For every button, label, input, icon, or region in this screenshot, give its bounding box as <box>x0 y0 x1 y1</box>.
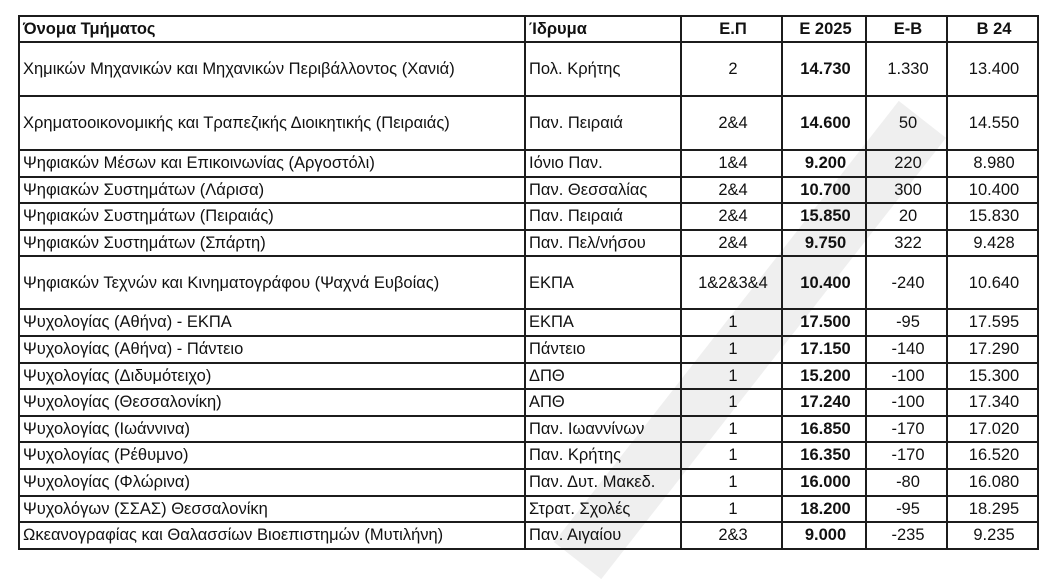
cell-department-name: Ψυχολογίας (Αθήνα) - Πάντειο <box>19 336 525 363</box>
cell-e2025: 16.000 <box>782 469 866 496</box>
cell-institution: Παν. Πειραιά <box>525 96 681 150</box>
cell-b24: 17.020 <box>947 416 1038 443</box>
cell-institution: Πολ. Κρήτης <box>525 42 681 96</box>
cell-e2025: 15.200 <box>782 363 866 390</box>
cell-e2025: 15.850 <box>782 203 866 230</box>
cell-ep: 1 <box>681 363 782 390</box>
cell-department-name: Ψυχολογίας (Διδυμότειχο) <box>19 363 525 390</box>
cell-ep: 2 <box>681 42 782 96</box>
cell-department-name: Ψυχολογίας (Θεσσαλονίκη) <box>19 389 525 416</box>
table-row <box>19 496 1038 523</box>
cell-institution: ΔΠΘ <box>525 363 681 390</box>
cell-e2025: 14.730 <box>782 42 866 96</box>
cell-institution: Ιόνιο Παν. <box>525 150 681 177</box>
cell-ep: 2&3 <box>681 522 782 549</box>
cell-ep: 1 <box>681 442 782 469</box>
cell-institution: Παν. Δυτ. Μακεδ. <box>525 469 681 496</box>
cell-e-minus-b: 1.330 <box>866 42 947 96</box>
table-row <box>19 522 1038 549</box>
cell-e2025: 17.500 <box>782 309 866 336</box>
cell-b24: 15.830 <box>947 203 1038 230</box>
cell-institution: ΕΚΠΑ <box>525 256 681 309</box>
cell-b24: 9.235 <box>947 522 1038 549</box>
cell-b24: 10.640 <box>947 256 1038 309</box>
cell-e2025: 10.700 <box>782 177 866 204</box>
cell-e-minus-b: -100 <box>866 389 947 416</box>
cell-ep: 2&4 <box>681 230 782 257</box>
table-row <box>19 416 1038 443</box>
cell-institution: Παν. Πειραιά <box>525 203 681 230</box>
cell-b24: 17.290 <box>947 336 1038 363</box>
cell-department-name: Ψηφιακών Τεχνών και Κινηματογράφου (Ψαχνά Ευβοίας) <box>19 256 525 309</box>
table-row <box>19 42 1038 96</box>
cell-b24: 13.400 <box>947 42 1038 96</box>
scores-table <box>18 15 1039 550</box>
cell-department-name: Ψηφιακών Συστημάτων (Πειραιάς) <box>19 203 525 230</box>
cell-e-minus-b: -240 <box>866 256 947 309</box>
table-row <box>19 309 1038 336</box>
cell-e2025: 16.850 <box>782 416 866 443</box>
cell-b24: 16.520 <box>947 442 1038 469</box>
table-row <box>19 230 1038 257</box>
header-e2025: Ε 2025 <box>782 16 866 42</box>
cell-e2025: 14.600 <box>782 96 866 150</box>
cell-e-minus-b: 50 <box>866 96 947 150</box>
cell-ep: 1&2&3&4 <box>681 256 782 309</box>
cell-b24: 18.295 <box>947 496 1038 523</box>
cell-department-name: Ψυχολογίας (Ρέθυμνο) <box>19 442 525 469</box>
header-institution: Ίδρυμα <box>525 16 681 42</box>
cell-ep: 1 <box>681 389 782 416</box>
cell-department-name: Ψηφιακών Συστημάτων (Σπάρτη) <box>19 230 525 257</box>
table-row <box>19 442 1038 469</box>
cell-e2025: 10.400 <box>782 256 866 309</box>
cell-department-name: Χημικών Μηχανικών και Μηχανικών Περιβάλλοντος (Χανιά) <box>19 42 525 96</box>
cell-e2025: 17.150 <box>782 336 866 363</box>
table-row <box>19 96 1038 150</box>
header-b24: Β 24 <box>947 16 1038 42</box>
cell-e-minus-b: 322 <box>866 230 947 257</box>
cell-ep: 1 <box>681 469 782 496</box>
cell-department-name: Ψυχολόγων (ΣΣΑΣ) Θεσσαλονίκη <box>19 496 525 523</box>
table-row <box>19 336 1038 363</box>
cell-ep: 1 <box>681 496 782 523</box>
cell-e2025: 16.350 <box>782 442 866 469</box>
cell-e-minus-b: -95 <box>866 309 947 336</box>
cell-institution: ΑΠΘ <box>525 389 681 416</box>
cell-e-minus-b: 300 <box>866 177 947 204</box>
cell-institution: Παν. Κρήτης <box>525 442 681 469</box>
cell-e-minus-b: 220 <box>866 150 947 177</box>
cell-b24: 10.400 <box>947 177 1038 204</box>
cell-b24: 14.550 <box>947 96 1038 150</box>
cell-b24: 8.980 <box>947 150 1038 177</box>
cell-department-name: Ψηφιακών Μέσων και Επικοινωνίας (Αργοστόλι) <box>19 150 525 177</box>
cell-institution: Παν. Αιγαίου <box>525 522 681 549</box>
cell-institution: Παν. Πελ/νήσου <box>525 230 681 257</box>
cell-institution: Παν. Ιωαννίνων <box>525 416 681 443</box>
cell-institution: Πάντειο <box>525 336 681 363</box>
table-row <box>19 150 1038 177</box>
cell-ep: 2&4 <box>681 203 782 230</box>
table-row <box>19 203 1038 230</box>
cell-ep: 1 <box>681 336 782 363</box>
cell-e-minus-b: 20 <box>866 203 947 230</box>
cell-b24: 16.080 <box>947 469 1038 496</box>
cell-e2025: 18.200 <box>782 496 866 523</box>
cell-department-name: Ψηφιακών Συστημάτων (Λάρισα) <box>19 177 525 204</box>
cell-department-name: Ωκεανογραφίας και Θαλασσίων Βιοεπιστημών (Μυτιλήνη) <box>19 522 525 549</box>
cell-institution: ΕΚΠΑ <box>525 309 681 336</box>
cell-department-name: Ψυχολογίας (Φλώρινα) <box>19 469 525 496</box>
cell-e-minus-b: -80 <box>866 469 947 496</box>
cell-e-minus-b: -170 <box>866 442 947 469</box>
cell-department-name: Ψυχολογίας (Αθήνα) - ΕΚΠΑ <box>19 309 525 336</box>
cell-e2025: 9.000 <box>782 522 866 549</box>
table-row <box>19 256 1038 309</box>
cell-e2025: 9.750 <box>782 230 866 257</box>
cell-department-name: Χρηματοοικονομικής και Τραπεζικής Διοικητικής (Πειραιάς) <box>19 96 525 150</box>
header-department-name: Όνομα Τμήματος <box>19 16 525 42</box>
cell-b24: 15.300 <box>947 363 1038 390</box>
cell-institution: Παν. Θεσσαλίας <box>525 177 681 204</box>
header-e-minus-b: Ε-Β <box>866 16 947 42</box>
cell-e-minus-b: -95 <box>866 496 947 523</box>
header-ep: Ε.Π <box>681 16 782 42</box>
cell-ep: 2&4 <box>681 96 782 150</box>
header-row <box>19 16 1038 42</box>
cell-ep: 1&4 <box>681 150 782 177</box>
cell-e-minus-b: -170 <box>866 416 947 443</box>
cell-e2025: 17.240 <box>782 389 866 416</box>
cell-b24: 17.595 <box>947 309 1038 336</box>
cell-ep: 1 <box>681 309 782 336</box>
cell-ep: 1 <box>681 416 782 443</box>
cell-b24: 9.428 <box>947 230 1038 257</box>
cell-e-minus-b: -235 <box>866 522 947 549</box>
table-row <box>19 177 1038 204</box>
cell-e-minus-b: -140 <box>866 336 947 363</box>
cell-e2025: 9.200 <box>782 150 866 177</box>
cell-department-name: Ψυχολογίας (Ιωάννινα) <box>19 416 525 443</box>
cell-e-minus-b: -100 <box>866 363 947 390</box>
table-row <box>19 389 1038 416</box>
cell-ep: 2&4 <box>681 177 782 204</box>
table-row <box>19 469 1038 496</box>
cell-b24: 17.340 <box>947 389 1038 416</box>
cell-institution: Στρατ. Σχολές <box>525 496 681 523</box>
table-row <box>19 363 1038 390</box>
